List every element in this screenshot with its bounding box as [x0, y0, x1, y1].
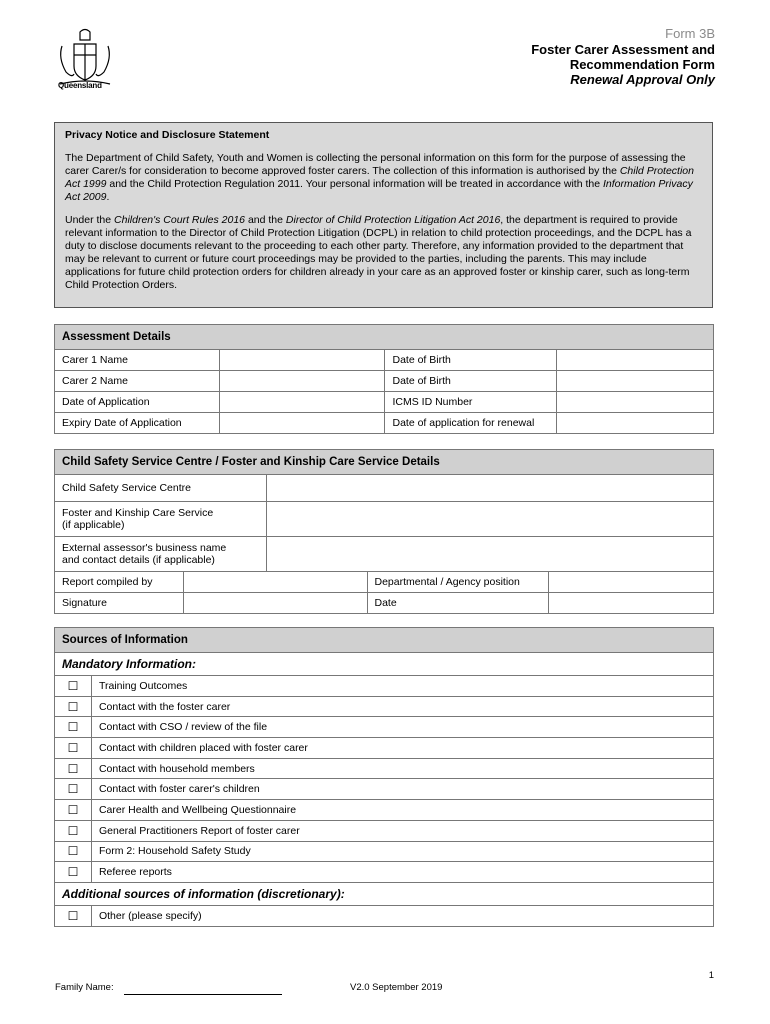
- privacy-text: .: [106, 191, 110, 203]
- service-details-table: [54, 449, 714, 614]
- privacy-text: Under the: [65, 214, 115, 226]
- source-item: Contact with foster carer's children: [91, 779, 713, 800]
- act-name: Information Privacy Act 2009: [65, 178, 693, 203]
- source-item: Contact with CSO / review of the file: [91, 717, 713, 738]
- external-assessor-line1: External assessor's business name: [62, 542, 227, 554]
- form-title-line2: Recommendation Form: [569, 57, 715, 72]
- fkcs-label: [55, 502, 267, 537]
- fkcs-field[interactable]: [266, 502, 713, 537]
- external-assessor-label: [55, 537, 267, 572]
- page-number: 1: [708, 970, 714, 981]
- assessment-heading: Assessment Details: [55, 325, 714, 350]
- external-assessor-field[interactable]: [266, 537, 713, 572]
- additional-heading: Additional sources of information (discretionary):: [55, 882, 714, 905]
- carer1-dob-field[interactable]: [557, 350, 714, 371]
- date-label: Date: [367, 593, 549, 614]
- checkbox-health-questionnaire[interactable]: ☐: [55, 800, 92, 821]
- version-text: V2.0 September 2019: [350, 982, 443, 993]
- csc-label: Child Safety Service Centre: [55, 475, 267, 502]
- source-item: Referee reports: [91, 862, 713, 883]
- other-item: Other (please specify): [91, 905, 713, 926]
- position-field[interactable]: [549, 572, 714, 593]
- renewal-date-label: Date of application for renewal: [385, 413, 557, 434]
- checkbox-training[interactable]: ☐: [55, 676, 92, 697]
- application-date-field[interactable]: [219, 392, 385, 413]
- renewal-date-field[interactable]: [557, 413, 714, 434]
- application-date-label: Date of Application: [55, 392, 220, 413]
- carer2-dob-field[interactable]: [557, 371, 714, 392]
- checkbox-referee[interactable]: ☐: [55, 862, 92, 883]
- source-item: Training Outcomes: [91, 676, 713, 697]
- checkbox-foster-carer[interactable]: ☐: [55, 696, 92, 717]
- act-name: Child Protection Act 1999: [65, 165, 694, 190]
- external-assessor-line2: and contact details (if applicable): [62, 554, 215, 566]
- icms-id-label: ICMS ID Number: [385, 392, 557, 413]
- fkcs-label-line2: (if applicable): [62, 519, 125, 531]
- checkbox-children-placed[interactable]: ☐: [55, 738, 92, 759]
- compiled-by-label: Report compiled by: [55, 572, 184, 593]
- signature-field[interactable]: [183, 593, 367, 614]
- carer1-dob-label: Date of Birth: [385, 350, 557, 371]
- source-item: Carer Health and Wellbeing Questionnaire: [91, 800, 713, 821]
- carer1-name-field[interactable]: [219, 350, 385, 371]
- sources-heading: Sources of Information: [55, 628, 714, 653]
- checkbox-household[interactable]: ☐: [55, 758, 92, 779]
- privacy-text: The Department of Child Safety, Youth and Women is collecting the personal information on this form for the purpose of assessing the carer Carer/s for consideration to become approved foster carers. The collection of this information is authorised by the: [65, 152, 686, 177]
- act-name: Children's Court Rules 2016: [114, 214, 246, 226]
- source-item: Form 2: Household Safety Study: [91, 841, 713, 862]
- carer1-name-label: Carer 1 Name: [55, 350, 220, 371]
- act-name: Director of Child Protection Litigation Act 2016: [285, 214, 501, 226]
- source-item: Contact with household members: [91, 758, 713, 779]
- position-label: Departmental / Agency position: [367, 572, 549, 593]
- signature-label: Signature: [55, 593, 184, 614]
- checkbox-carers-children[interactable]: ☐: [55, 779, 92, 800]
- carer2-name-field[interactable]: [219, 371, 385, 392]
- date-field[interactable]: [549, 593, 714, 614]
- carer2-dob-label: Date of Birth: [385, 371, 557, 392]
- sources-table: [54, 627, 714, 927]
- checkbox-gp-report[interactable]: ☐: [55, 820, 92, 841]
- privacy-paragraph-1: [65, 152, 702, 204]
- expiry-date-label: Expiry Date of Application: [55, 413, 220, 434]
- assessment-details-table: [54, 324, 714, 434]
- mandatory-heading: Mandatory Information:: [55, 653, 714, 676]
- checkbox-cso[interactable]: ☐: [55, 717, 92, 738]
- privacy-heading: Privacy Notice and Disclosure Statement: [65, 129, 270, 141]
- privacy-notice-box: [54, 122, 713, 308]
- privacy-paragraph-2: [65, 214, 702, 292]
- source-item: Contact with children placed with foster carer: [91, 738, 713, 759]
- icms-id-field[interactable]: [557, 392, 714, 413]
- expiry-date-field[interactable]: [219, 413, 385, 434]
- family-name-field[interactable]: [124, 994, 282, 995]
- privacy-text: , the department is required to provide relevant information to the Director of Child Protection Litigation (DCPL) in relation to child protection proceedings, and the DCPL has a duty to disclose documents relevant to the proceeding to each other party. Therefore, any information provided to the department that may be relevant to current or future court proceedings may be provided to the parties, including the parents. This may include applications for future child protection orders for children already in your care as an approved foster or kinship carer, such as long-term Child Protection Orders.: [65, 214, 692, 291]
- family-name-label: Family Name:: [55, 982, 114, 993]
- checkbox-form2[interactable]: ☐: [55, 841, 92, 862]
- privacy-text: and the Child Protection Regulation 2011. Your personal information will be treated in accordance with the: [106, 178, 603, 190]
- compiled-by-field[interactable]: [183, 572, 367, 593]
- queensland-logo-text: Queensland: [58, 81, 102, 90]
- privacy-text: and the: [245, 214, 286, 226]
- csc-field[interactable]: [266, 475, 713, 502]
- carer2-name-label: Carer 2 Name: [55, 371, 220, 392]
- checkbox-other[interactable]: ☐: [55, 905, 92, 926]
- fkcs-label-line1: Foster and Kinship Care Service: [62, 507, 214, 519]
- service-heading: Child Safety Service Centre / Foster and Kinship Care Service Details: [55, 450, 714, 475]
- source-item: Contact with the foster carer: [91, 696, 713, 717]
- source-item: General Practitioners Report of foster carer: [91, 820, 713, 841]
- form-title-line3: Renewal Approval Only: [570, 72, 715, 87]
- form-title-line1: Foster Carer Assessment and: [531, 42, 715, 57]
- form-number: Form 3B: [665, 26, 715, 41]
